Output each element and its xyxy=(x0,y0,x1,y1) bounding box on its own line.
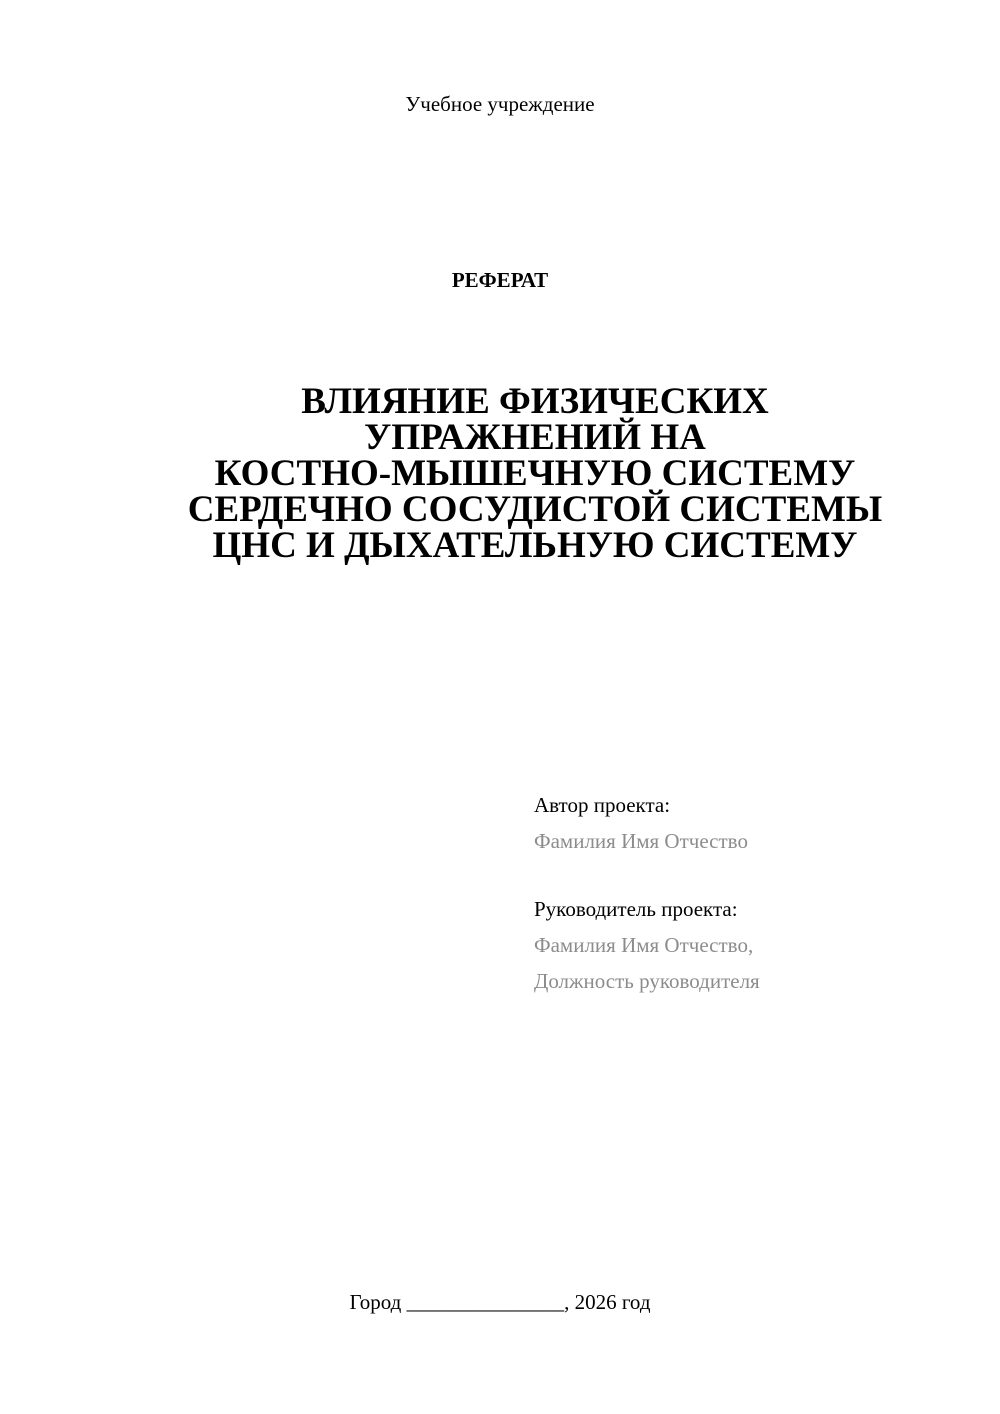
document-type: РЕФЕРАТ xyxy=(451,268,549,292)
supervisor-position: Должность руководителя xyxy=(534,969,760,993)
supervisor-label: Руководитель проекта: xyxy=(534,897,738,921)
title-line: ЦНС И ДЫХАТЕЛЬНУЮ СИСТЕМУ xyxy=(212,525,858,566)
author-block xyxy=(534,790,974,862)
credits-section xyxy=(534,790,974,1034)
author-name: Фамилия Имя Отчество xyxy=(534,829,748,853)
title-line: УПРАЖНЕНИЙ НА xyxy=(364,417,706,458)
title-line: ВЛИЯНИЕ ФИЗИЧЕСКИХ xyxy=(301,381,769,422)
document-title xyxy=(150,381,920,566)
title-line: СЕРДЕЧНО СОСУДИСТОЙ СИСТЕМЫ xyxy=(187,489,883,530)
supervisor-block xyxy=(534,894,974,1002)
author-label: Автор проекта: xyxy=(534,793,671,817)
supervisor-name: Фамилия Имя Отчество, xyxy=(534,933,754,957)
city-year-footer: Город _______________, 2026 год xyxy=(349,1290,651,1314)
institution-name: Учебное учреждение xyxy=(405,92,595,116)
title-line: КОСТНО-МЫШЕЧНУЮ СИСТЕМУ xyxy=(214,453,856,494)
